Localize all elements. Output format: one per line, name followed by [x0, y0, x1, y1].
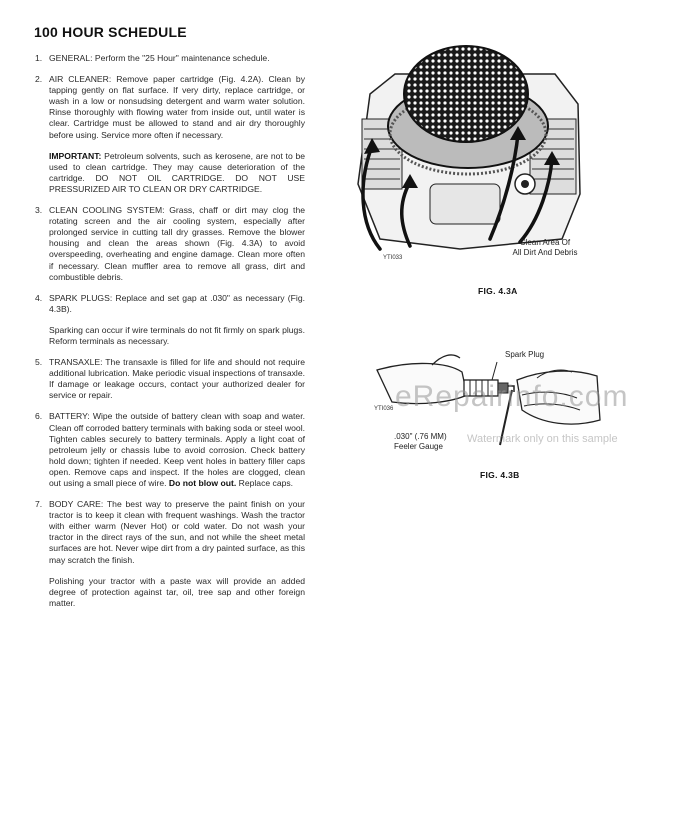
fig-a-label-line1: Clean Area Of	[519, 238, 571, 247]
list-item	[35, 53, 305, 64]
item-number: 6.	[35, 411, 43, 422]
item-number: 7.	[35, 499, 43, 510]
item-text: AIR CLEANER: Remove paper cartridge (Fig. 4.2A). Clean by tapping gently on flat surface. If very dirty, replace cartridge, or wash in a low or nonsudsing detergent and warm water solution. Rinse thoroughly with flowing water from inside out, until water is clear. Cartridge must be allowed to stand and air dry thoroughly before using. Service more often if necessary.	[49, 74, 305, 140]
watermark-small: Watermark only on this sample	[467, 433, 618, 445]
battery-text-a: BATTERY: Wipe the outside of battery clean with soap and water. Clean off corroded battery terminals with baking soda or steel wool. Tighten cables securely to battery terminals. Apply a light coat of petroleum jelly or chassis lube to avoid corrosion. Check battery hold down; tighten if needed. Keep vent holes in battery filler caps open. Remove caps and inspect. If the holes are clogged, clean out using a small piece of wire.	[49, 411, 305, 488]
item-number: 3.	[35, 205, 43, 216]
fig-a-code: YTI033	[383, 255, 403, 261]
spark-note: Sparking can occur if wire terminals do not fit firmly on spark plugs. Reform terminals as necessary.	[49, 324, 305, 346]
fig-a-label	[490, 238, 600, 258]
important-text: Petroleum solvents, such as kerosene, are not to be used to clean cartridge. They may cause deterioration of the cartridge. DO NOT OIL CARTRIDGE. DO NOT USE PRESSURIZED AIR TO CLEAN OR DRY CARTRIDGE.	[49, 150, 306, 194]
list-item	[35, 499, 305, 566]
gauge-line1: .030" (.76 MM)	[394, 432, 447, 441]
item-text: CLEAN COOLING SYSTEM: Grass, chaff or dirt may clog the rotating screen and the air cooling system, especially after prolonged service in cutting tall dry grasses. Remove the blower housing and clean the areas shown (Fig. 4.3A) to avoid overspeeding, overheating and engine damage. Clean more often if necessary. Clean muffler area to remove all grass, dirt and combustible debris.	[49, 205, 305, 282]
list-item	[35, 357, 305, 401]
schedule-list	[35, 53, 305, 619]
battery-bold: Do not blow out.	[168, 478, 237, 488]
spark-plug-label: Spark Plug	[505, 350, 545, 359]
feeler-gauge-label	[394, 432, 447, 452]
item-number: 1.	[35, 53, 43, 63]
polish-note: Polishing your tractor with a paste wax will provide an added degree of protection against tar, oil, tree sap and other foreign matter.	[49, 575, 305, 608]
list-item	[35, 74, 305, 141]
fig-a-label-line2: All Dirt And Debris	[512, 248, 578, 257]
page-title: 100 HOUR SCHEDULE	[34, 24, 187, 40]
item-text	[49, 411, 305, 489]
watermark-large: eRepairinfo.com	[395, 380, 629, 413]
item-text: TRANSAXLE: The transaxle is filled for life and should not require additional lubrication. Make periodic visual inspections of transaxle. If damage or leakage occurs, contact your authorized dealer for service or repair.	[49, 357, 305, 401]
battery-text-b: Replace caps.	[238, 478, 294, 488]
item-number: 5.	[35, 357, 43, 368]
item-text: GENERAL: Perform the "25 Hour" maintenance schedule.	[49, 53, 270, 63]
list-item	[35, 411, 305, 489]
item-number: 2.	[35, 74, 43, 85]
important-label: IMPORTANT:	[49, 150, 102, 161]
gauge-line2: Feeler Gauge	[394, 442, 443, 451]
fig-b-code: YTI036	[374, 406, 394, 412]
fig-b-caption: FIG. 4.3B	[480, 470, 520, 480]
item-number: 4.	[35, 292, 43, 303]
item-text: BODY CARE: The best way to preserve the paint finish on your tractor is to keep it clean with frequent washings. Wash the tractor with either warm (Never Hot) or cold water. Do not wash your tractor in the direct rays of the sun, and not while the sheet metal surfaces are hot. Never wipe dirt from a dry painted surface, as this may scratch the finish.	[49, 499, 305, 565]
fig-a-caption: FIG. 4.3A	[478, 286, 518, 296]
list-item	[35, 205, 305, 283]
item-text: SPARK PLUGS: Replace and set gap at .030" as necessary (Fig. 4.3B).	[49, 292, 305, 314]
important-note	[49, 151, 305, 195]
list-item	[35, 293, 305, 315]
